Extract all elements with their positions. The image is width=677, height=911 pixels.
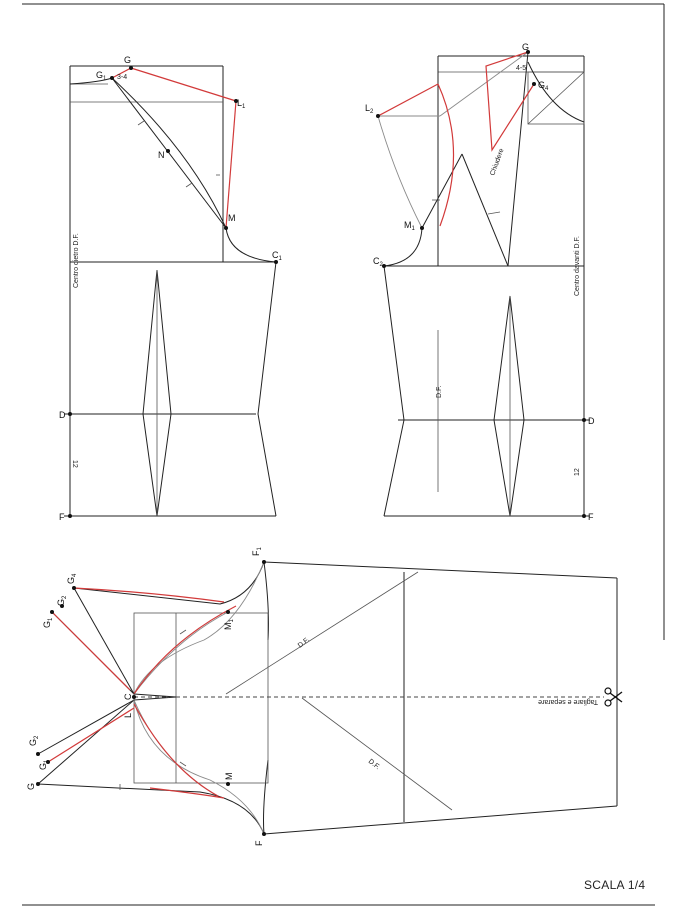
label-back-m: M [228,213,236,223]
label-front-l2: $L_2$ [365,103,374,115]
front-chiudere-label: Chiudere [489,147,506,177]
label-comb-m1: $M_1$ [223,619,235,630]
label-comb-df-bottom: D.F. [366,758,381,772]
label-comb-f: F [254,840,264,846]
back-dim-12: 12 [71,460,78,468]
label-back-measure: 3-4 [117,74,128,81]
label-comb-c: C [123,693,133,700]
label-front-measure: 4-5 [516,65,527,72]
label-front-f: F [588,512,594,522]
label-back-f: F [59,512,65,522]
label-front-m1: $M_1$ [404,220,415,232]
label-comb-f1: $F_1$ [251,547,263,556]
label-comb-g2-bot: $G_2$ [28,735,40,746]
front-center-line-label: Centro davanti D.F. [574,236,581,296]
label-comb-g: G [26,782,36,790]
label-back-g: G [124,55,132,65]
label-back-n: N [158,150,165,160]
label-comb-g1-bot: $G_1$ [38,759,50,770]
label-back-g1: $G_1$ [96,70,107,82]
label-comb-g2-top: $G_2$ [56,595,68,606]
label-front-c2: $C_2$ [373,256,383,268]
label-comb-g4: $G_4$ [66,573,78,584]
label-front-d: D [588,416,595,426]
cut-text: Tagliare e separare [538,698,598,705]
front-df-label: D.F. [436,385,443,398]
label-comb-g1-top: $G_1$ [42,617,54,628]
front-piece [376,50,590,518]
label-back-c1: $C_1$ [272,250,282,262]
label-comb-df-top: D.F. [296,636,312,650]
label-back-d: D [59,410,66,420]
back-center-line-label: Centro dietro D.F. [73,233,80,288]
label-comb-l: L [123,712,133,718]
label-front-g4: $G_4$ [538,80,549,92]
scissors-icon [605,688,622,706]
back-piece [64,66,278,518]
label-front-g: G [522,42,530,52]
label-comb-m: M [224,772,234,780]
scale-label: SCALA 1/4 [584,878,646,892]
page-frame [22,4,664,905]
label-back-l1: $L_1$ [237,98,246,110]
front-dim-12: 12 [574,468,581,476]
